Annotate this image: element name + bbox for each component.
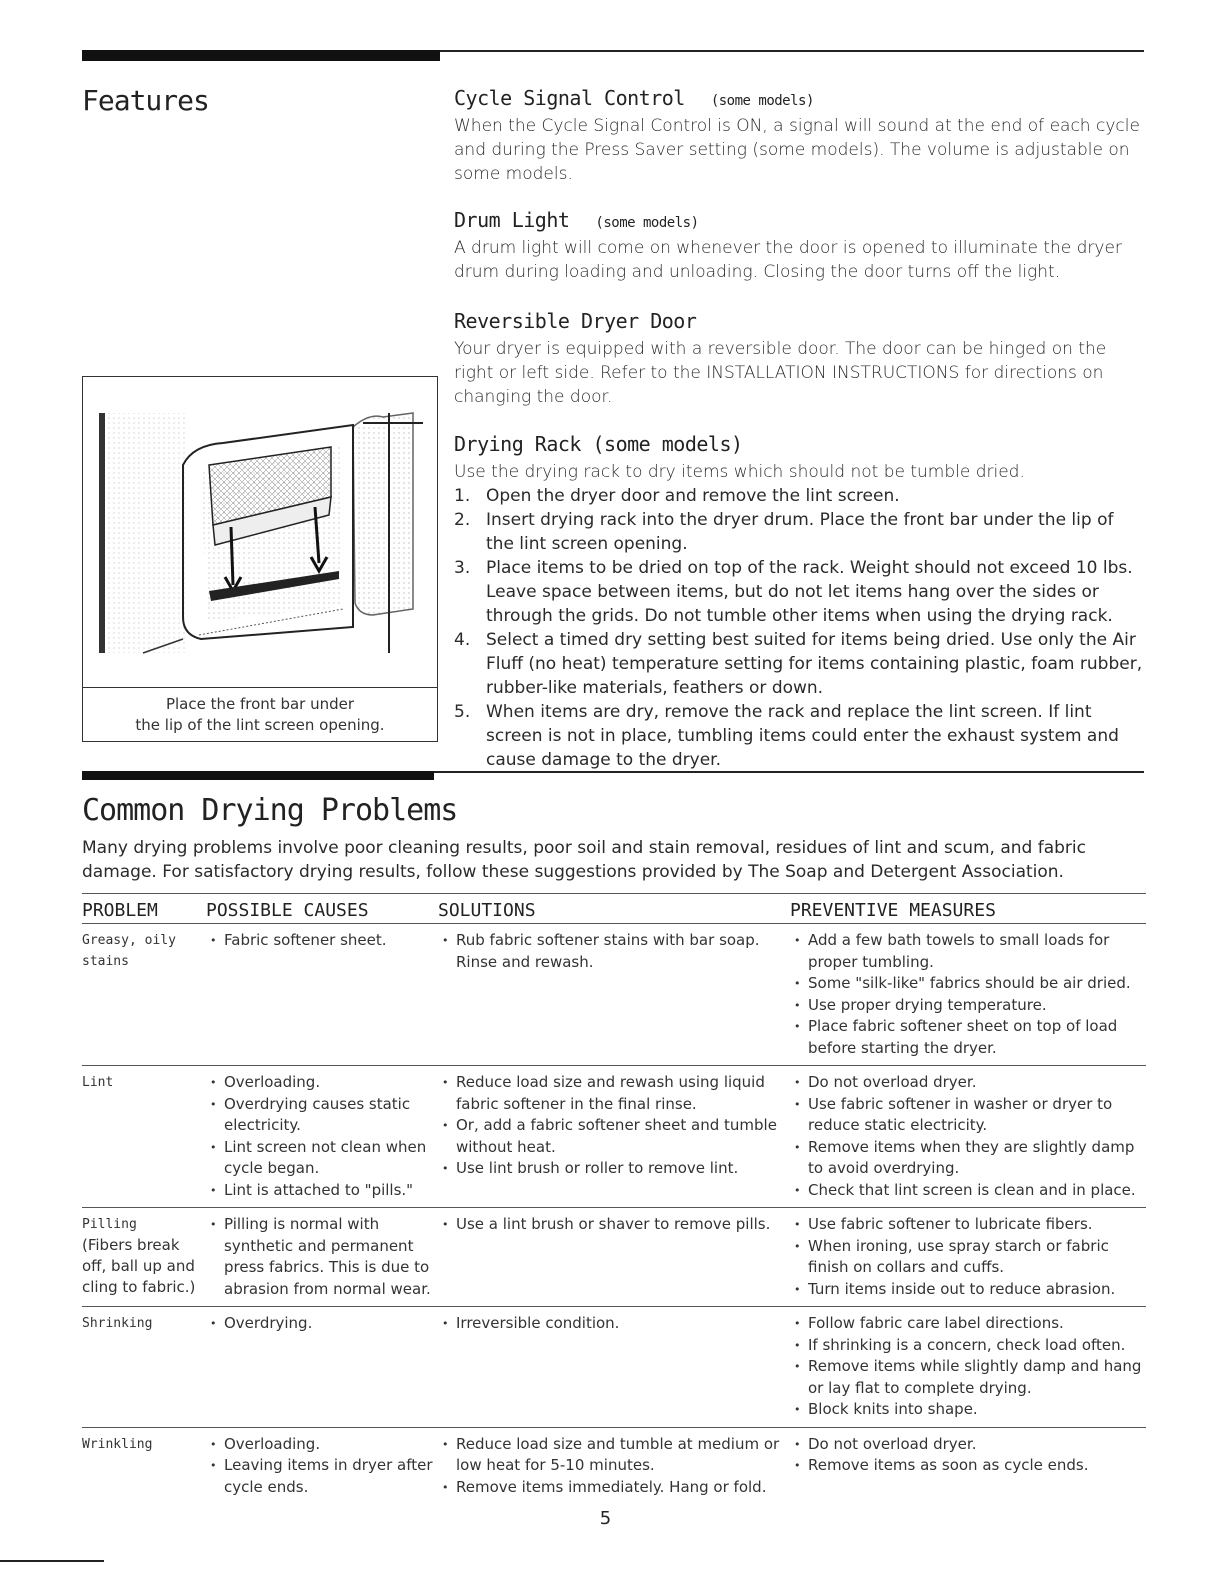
cause-item: • Fabric softener sheet. (206, 930, 438, 952)
drying-rack-intro: Use the drying rack to dry items which should not be tumble dried. (454, 462, 1025, 482)
cause-item: • Pilling is normal with synthetic and permanent press fabrics. This is due to abrasion from normal wear. (206, 1214, 438, 1300)
header-preventive: PREVENTIVE MEASURES (790, 894, 1146, 924)
table-header-row (82, 894, 1146, 924)
problem-cell: Lint (82, 1066, 206, 1208)
preventive-item: • Do not overload dryer. (790, 1434, 1146, 1456)
preventive-cell (790, 1066, 1146, 1208)
preventive-item: • Do not overload dryer. (790, 1072, 1146, 1094)
common-problems-intro: Many drying problems involve poor cleaning results, poor soil and stain removal, residues of lint and scum, and fabric damage. For satisfactory drying results, follow these suggestions provided by The Soap and Detergent Association. (82, 838, 1086, 882)
drying-rack-step: 3. Place items to be dried on top of the rack. Weight should not exceed 10 lbs. Leave space between items, but do not let items hang over the sides or through the grids. Do not tumble other items when using the drying rack. (454, 558, 1133, 626)
cause-item: • Overloading. (206, 1434, 438, 1456)
preventive-item: • Remove items when they are slightly damp to avoid overdrying. (790, 1137, 1146, 1180)
drum-light-text: A drum light will come on whenever the door is opened to illuminate the dryer drum during loading and unloading. Closing the door turns off the light. (454, 238, 1122, 282)
figure-caption: Place the front bar under the lip of the lint screen opening. (83, 687, 437, 741)
drying-rack-steps (454, 484, 1144, 772)
drying-rack-illustration (83, 377, 437, 687)
drum-light-heading: Drum Light (some models) (454, 208, 699, 232)
cause-item: • Overdrying causes static electricity. (206, 1094, 438, 1137)
solutions-cell (438, 1066, 790, 1208)
cycle-signal-note: (some models) (710, 93, 814, 109)
preventive-item: • Turn items inside out to reduce abrasion. (790, 1279, 1146, 1301)
preventive-item: • Add a few bath towels to small loads for proper tumbling. (790, 930, 1146, 973)
footer-rule (0, 1560, 104, 1562)
problem-label: Pilling (82, 1217, 137, 1232)
table-row (82, 1427, 1146, 1504)
problem-note: (Fibers break off, ball up and cling to fabric.) (82, 1236, 196, 1296)
problems-table (82, 893, 1146, 1504)
drying-rack-step: 1. Open the dryer door and remove the lint screen. (454, 486, 900, 506)
cause-item: • Leaving items in dryer after cycle ends. (206, 1455, 438, 1498)
preventive-cell (790, 1208, 1146, 1307)
drying-rack-step: 4. Select a timed dry setting best suited for items being dried. Use only the Air Fluff (no heat) temperature setting for items containing plastic, foam rubber, rubber-like materials, feathers or down. (454, 630, 1143, 698)
cycle-signal-text: When the Cycle Signal Control is ON, a signal will sound at the end of each cycle and during the Press Saver setting (some models). The volume is adjustable on some models. (454, 116, 1140, 184)
causes-cell (206, 924, 438, 1066)
preventive-item: • When ironing, use spray starch or fabric finish on collars and cuffs. (790, 1236, 1146, 1279)
section-rule-thick (82, 771, 434, 780)
preventive-item: • Remove items while slightly damp and hang or lay flat to complete drying. (790, 1356, 1146, 1399)
solution-item: • Or, add a fabric softener sheet and tumble without heat. (438, 1115, 790, 1158)
drying-rack-figure (82, 376, 438, 742)
page-number: 5 (599, 1508, 612, 1529)
header-causes: POSSIBLE CAUSES (206, 894, 438, 924)
cause-item: • Lint is attached to "pills." (206, 1180, 438, 1202)
preventive-item: • If shrinking is a concern, check load often. (790, 1335, 1146, 1357)
problem-cell: Wrinkling (82, 1436, 153, 1452)
header-problem: PROBLEM (82, 894, 206, 924)
causes-cell (206, 1427, 438, 1504)
problem-cell: Shrinking (82, 1307, 206, 1428)
preventive-cell (790, 924, 1146, 1066)
preventive-cell (790, 1307, 1146, 1428)
solutions-cell (438, 924, 790, 1066)
solutions-cell (438, 1307, 790, 1428)
drying-rack-section (454, 432, 1144, 772)
drum-light-section (454, 208, 1144, 284)
solution-item: • Reduce load size and rewash using liquid fabric softener in the final rinse. (438, 1072, 790, 1115)
causes-cell (206, 1066, 438, 1208)
table-row (82, 1307, 1146, 1428)
drying-rack-heading: Drying Rack (some models) (454, 432, 743, 456)
reversible-door-heading: Reversible Dryer Door (454, 309, 697, 333)
cycle-signal-heading: Cycle Signal Control (some models) (454, 86, 814, 110)
solution-item: • Irreversible condition. (438, 1313, 790, 1335)
preventive-item: • Check that lint screen is clean and in place. (790, 1180, 1146, 1202)
causes-cell (206, 1307, 438, 1428)
cause-item: • Lint screen not clean when cycle began. (206, 1137, 438, 1180)
solution-item: • Remove items immediately. Hang or fold. (438, 1477, 790, 1499)
preventive-item: • Remove items as soon as cycle ends. (790, 1455, 1146, 1477)
table-row (82, 1208, 1146, 1307)
drying-rack-step: 5. When items are dry, remove the rack and replace the lint screen. If lint screen is not in place, tumbling items could enter the exhaust system and cause damage to the dryer. (454, 702, 1119, 770)
problem-cell: Greasy, oily stains (82, 924, 206, 1066)
common-problems-title: Common Drying Problems (82, 793, 458, 828)
top-rule-thick (82, 50, 440, 61)
table-row (82, 1066, 1146, 1208)
solution-item: • Reduce load size and tumble at medium or low heat for 5-10 minutes. (438, 1434, 790, 1477)
preventive-item: • Use proper drying temperature. (790, 995, 1146, 1017)
preventive-item: • Use fabric softener in washer or dryer to reduce static electricity. (790, 1094, 1146, 1137)
preventive-item: • Block knits into shape. (790, 1399, 1146, 1421)
drum-light-note: (some models) (595, 215, 699, 231)
reversible-door-section (454, 309, 1144, 409)
preventive-cell (790, 1427, 1146, 1504)
solutions-cell (438, 1208, 790, 1307)
solution-item: • Use a lint brush or shaver to remove pills. (438, 1214, 790, 1236)
solutions-cell (438, 1427, 790, 1504)
features-title: Features (82, 84, 209, 117)
cycle-signal-section (454, 86, 1144, 186)
drying-rack-step: 2. Insert drying rack into the dryer drum. Place the front bar under the lip of the lint screen opening. (454, 510, 1114, 554)
preventive-item: • Follow fabric care label directions. (790, 1313, 1146, 1335)
cause-item: • Overdrying. (206, 1313, 438, 1335)
reversible-door-text: Your dryer is equipped with a reversible door. The door can be hinged on the right or left side. Refer to the INSTALLATION INSTRUCTIONS for directions on changing the door. (454, 339, 1107, 407)
cause-item: • Overloading. (206, 1072, 438, 1094)
problem-cell (82, 1208, 206, 1307)
table-row (82, 924, 1146, 1066)
header-solutions: SOLUTIONS (438, 894, 790, 924)
preventive-item: • Use fabric softener to lubricate fibers. (790, 1214, 1146, 1236)
causes-cell (206, 1208, 438, 1307)
solution-item: • Rub fabric softener stains with bar soap. Rinse and rewash. (438, 930, 790, 973)
preventive-item: • Some "silk-like" fabrics should be air dried. (790, 973, 1146, 995)
solution-item: • Use lint brush or roller to remove lint. (438, 1158, 790, 1180)
preventive-item: • Place fabric softener sheet on top of load before starting the dryer. (790, 1016, 1146, 1059)
